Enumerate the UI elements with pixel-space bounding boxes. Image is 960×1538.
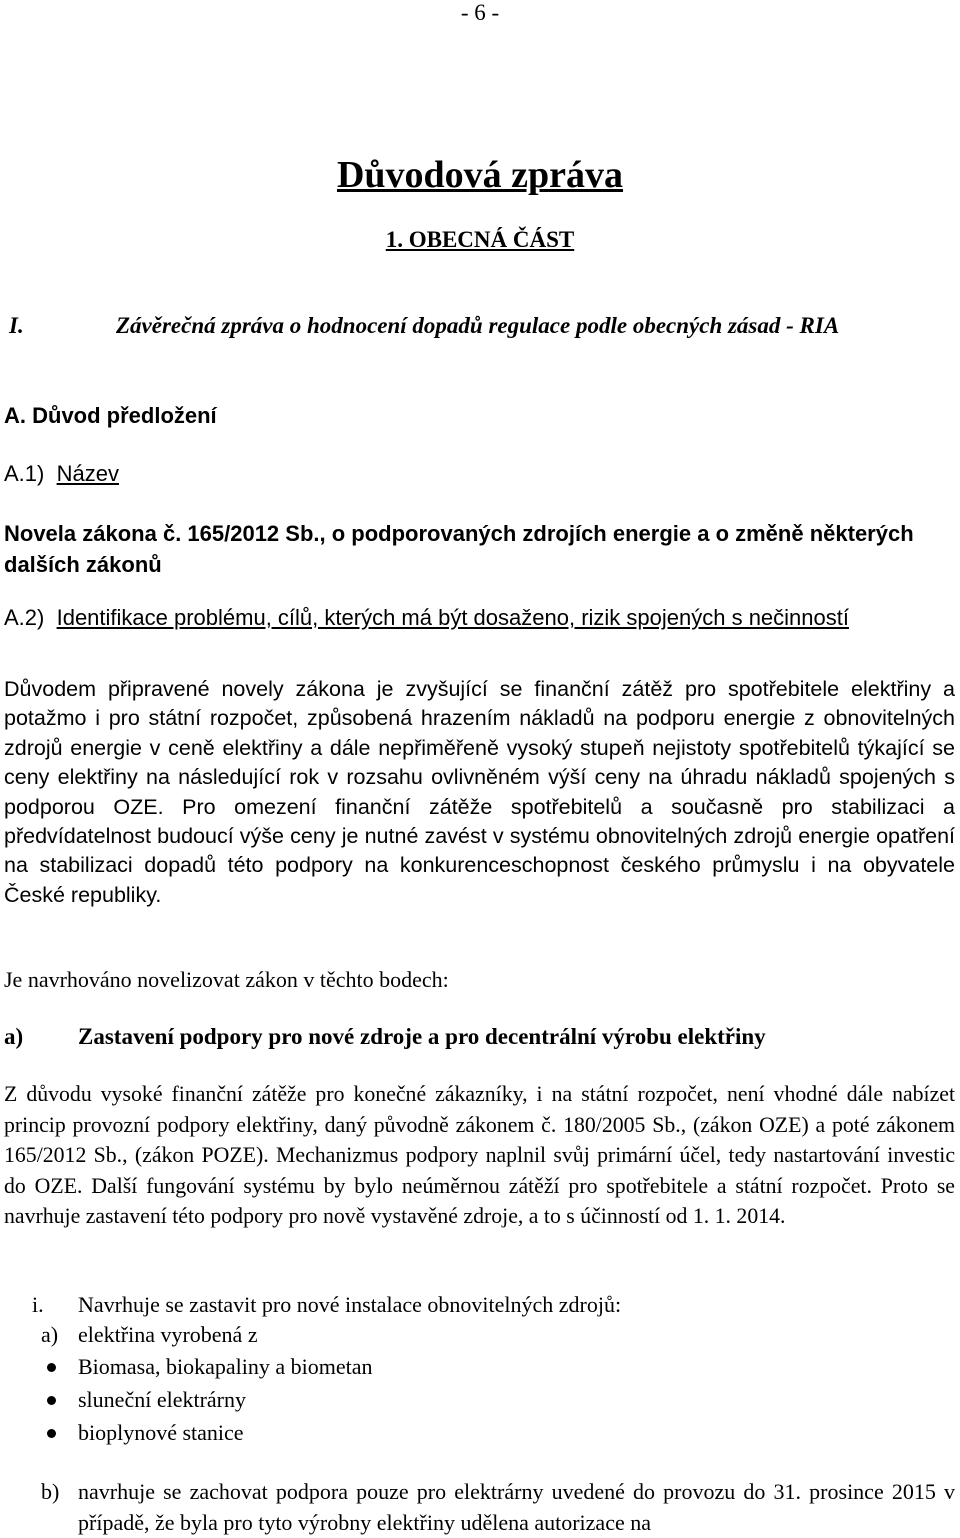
bullet-item-text: sluneční elektrárny	[78, 1387, 246, 1412]
heading-problem-number: A.2)	[4, 605, 45, 630]
ria-heading-number: I.	[9, 313, 24, 338]
page-number: - 6 -	[460, 0, 500, 25]
heading-problem-identification	[4, 604, 849, 632]
proposal-intro: Je navrhováno novelizovat zákon v těchto bodech:	[4, 967, 449, 992]
heading-problem-text: Identifikace problému, cílů, kterých má být dosaženo, rizik spojených s nečinností	[56, 605, 849, 630]
list-item-b-marker: b)	[41, 1479, 60, 1504]
ria-heading-text: Závěrečná zpráva o hodnocení dopadů regulace podle obecných zásad - RIA	[116, 313, 840, 338]
heading-reason-for-submission: A. Důvod předložení	[4, 403, 217, 428]
list-item-i-marker: i.	[32, 1292, 44, 1317]
heading-support-stop-text: Zastavení podpory pro nové zdroje a pro decentrální výrobu elektřiny	[78, 1024, 766, 1049]
heading-name	[4, 460, 119, 488]
heading-name-text: Název	[56, 461, 119, 486]
law-name: Novela zákona č. 165/2012 Sb., o podporovaných zdrojích energie a o změně některých dalších zákonů	[4, 521, 914, 577]
list-item-i-text: Navrhuje se zastavit pro nové instalace obnovitelných zdrojů:	[78, 1292, 622, 1317]
bullet-item-text: Biomasa, biokapaliny a biometan	[78, 1354, 373, 1379]
bullet-item-text: bioplynové stanice	[78, 1420, 244, 1445]
list-item-b-text: navrhuje se zachovat podpora pouze pro elektrárny uvedené do provozu do 31. prosince 2015 v případě, že byla pro tyto výrobny elektřiny udělena autorizace na	[78, 1479, 955, 1535]
heading-name-number: A.1)	[4, 461, 45, 486]
heading-support-stop	[4, 1022, 766, 1052]
intro-paragraph: Důvodem připravené novely zákona je zvyšující se finanční zátěž pro spotřebitele elektřiny a potažmo i pro státní rozpočet, způsobená hrazením nákladů na podporu energie z obnovitelných zdrojů energie v ceně elektřiny a dále nepřiměřeně vysoký stupeň nejistoty spotřebitelů týkající se ceny elektřiny na následující rok v rozsahu ovlivněném výší ceny na úhradu nákladů spojených s podporou OZE. Pro omezení finanční zátěže spotřebitelů a současně pro stabilizaci a předvídatelnost budoucí výše ceny je nutné zavést v systému obnovitelných zdrojů energie opatření na stabilizaci dopadů této podpory na konkurenceschopnost českého průmyslu i na obyvatele České republiky.	[4, 677, 955, 907]
reason-paragraph: Z důvodu vysoké finanční zátěže pro konečné zákazníky, i na státní rozpočet, není vhodné dále nabízet princip provozní podpory elektřiny, daný původně zákonem č. 180/2005 Sb., (zákon OZE) a poté zákonem 165/2012 Sb., (zákon POZE). Mechanizmus podpory naplnil svůj primární účel, tedy nastartování investic do OZE. Další fungování systému by bylo neúměrnou zátěží pro spotřebitele a státní rozpočet. Proto se navrhuje zastavení této podpory pro nově vystavěné zdroje, a to s účinností od 1. 1. 2014.	[4, 1082, 955, 1228]
section-title: 1. OBECNÁ ČÁST	[385, 227, 575, 252]
document-title: Důvodová zpráva	[336, 154, 624, 196]
bullet-icon	[47, 1363, 56, 1372]
list-item-a-text: elektřina vyrobená z	[78, 1322, 258, 1347]
bullet-icon	[47, 1429, 56, 1438]
heading-support-stop-marker: a)	[4, 1024, 24, 1049]
list-item-a-marker: a)	[41, 1322, 59, 1347]
bullet-icon	[47, 1396, 56, 1405]
ria-heading	[9, 312, 949, 340]
